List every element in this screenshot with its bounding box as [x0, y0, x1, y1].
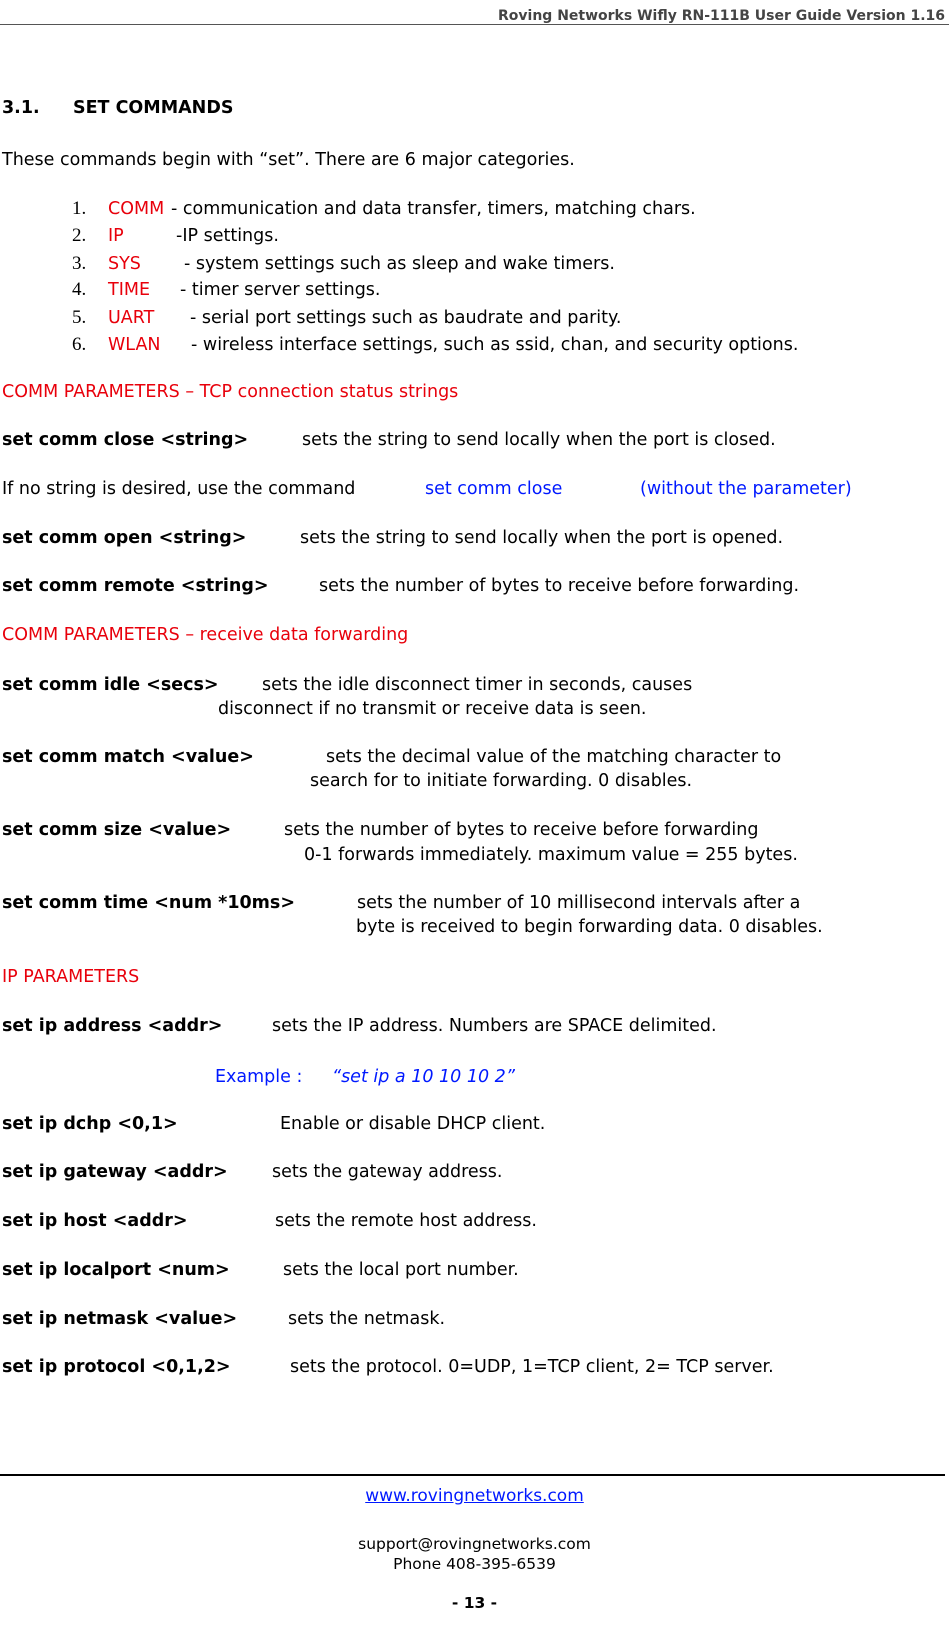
command-name: set comm remote <string> [2, 576, 269, 596]
comm-status-heading: COMM PARAMETERS – TCP connection status strings [2, 382, 459, 402]
command-desc: sets the gateway address. [272, 1162, 503, 1182]
command-desc: sets the netmask. [288, 1309, 446, 1329]
note-command: set comm close [425, 479, 563, 499]
support-email: support@rovingnetworks.com [358, 1535, 591, 1553]
command-desc: sets the string to send locally when the port is opened. [300, 528, 784, 548]
category-name: IP [108, 226, 124, 246]
section-number: 3.1. [2, 98, 40, 118]
command-name: set comm match <value> [2, 747, 254, 767]
command-desc-cont: disconnect if no transmit or receive data is seen. [218, 699, 647, 719]
website-link[interactable]: www.rovingnetworks.com [365, 1486, 584, 1506]
command-desc: sets the string to send locally when the port is closed. [302, 430, 776, 450]
command-name: set ip gateway <addr> [2, 1162, 228, 1182]
category-desc: - serial port settings such as baudrate and parity. [190, 308, 622, 328]
category-desc: -IP settings. [176, 226, 279, 246]
ip-heading: IP PARAMETERS [2, 967, 140, 987]
category-desc: - system settings such as sleep and wake timers. [184, 254, 615, 274]
note-text: If no string is desired, use the command [2, 479, 356, 499]
category-name: WLAN [108, 335, 161, 355]
command-desc-cont: byte is received to begin forwarding data. 0 disables. [356, 917, 823, 937]
command-name: set ip localport <num> [2, 1260, 230, 1280]
section-title: SET COMMANDS [73, 98, 234, 118]
command-name: set comm size <value> [2, 820, 232, 840]
command-desc: sets the protocol. 0=UDP, 1=TCP client, 2= TCP server. [290, 1357, 774, 1377]
command-desc: sets the number of 10 millisecond intervals after a [357, 893, 801, 913]
command-desc-cont: search for to initiate forwarding. 0 disables. [310, 771, 693, 791]
comm-forwarding-heading: COMM PARAMETERS – receive data forwarding [2, 625, 409, 645]
command-name: set ip protocol <0,1,2> [2, 1357, 231, 1377]
category-desc: - communication and data transfer, timers, matching chars. [171, 199, 696, 219]
intro-text: These commands begin with “set”. There are 6 major categories. [2, 150, 575, 170]
category-name: SYS [108, 254, 141, 274]
list-number: 1. [72, 198, 87, 219]
category-desc: - wireless interface settings, such as ssid, chan, and security options. [191, 335, 799, 355]
command-desc: sets the number of bytes to receive before forwarding [284, 820, 759, 840]
command-desc: sets the decimal value of the matching character to [326, 747, 782, 767]
command-desc: sets the remote host address. [275, 1211, 537, 1231]
command-desc-cont: 0-1 forwards immediately. maximum value = 255 bytes. [304, 845, 798, 865]
command-name: set comm time <num *10ms> [2, 893, 295, 913]
footer-rule [0, 1474, 945, 1476]
command-name: set ip address <addr> [2, 1016, 223, 1036]
command-name: set comm close <string> [2, 430, 249, 450]
command-name: set comm idle <secs> [2, 675, 219, 695]
example-value: “set ip a 10 10 10 2” [332, 1067, 515, 1087]
example-label: Example : [215, 1067, 303, 1087]
command-name: set ip netmask <value> [2, 1309, 238, 1329]
category-name: COMM [108, 199, 165, 219]
category-name: TIME [108, 280, 151, 300]
command-desc: sets the local port number. [283, 1260, 519, 1280]
command-desc: sets the IP address. Numbers are SPACE delimited. [272, 1016, 717, 1036]
list-number: 5. [72, 307, 87, 328]
command-desc: sets the number of bytes to receive before forwarding. [319, 576, 800, 596]
page-number: - 13 - [451, 1594, 498, 1612]
list-number: 4. [72, 279, 87, 300]
list-number: 3. [72, 253, 87, 274]
command-desc: Enable or disable DHCP client. [280, 1114, 546, 1134]
header-rule [0, 24, 949, 25]
list-number: 2. [72, 225, 87, 246]
phone-number: Phone 408-395-6539 [393, 1555, 556, 1573]
running-header: Roving Networks Wifly RN-111B User Guide Version 1.16 [498, 8, 945, 24]
list-number: 6. [72, 334, 87, 355]
command-desc: sets the idle disconnect timer in seconds, causes [262, 675, 693, 695]
note-parameter: (without the parameter) [640, 479, 852, 499]
category-name: UART [108, 308, 155, 328]
command-name: set ip host <addr> [2, 1211, 188, 1231]
category-desc: - timer server settings. [180, 280, 381, 300]
command-name: set ip dchp <0,1> [2, 1114, 178, 1134]
command-name: set comm open <string> [2, 528, 247, 548]
